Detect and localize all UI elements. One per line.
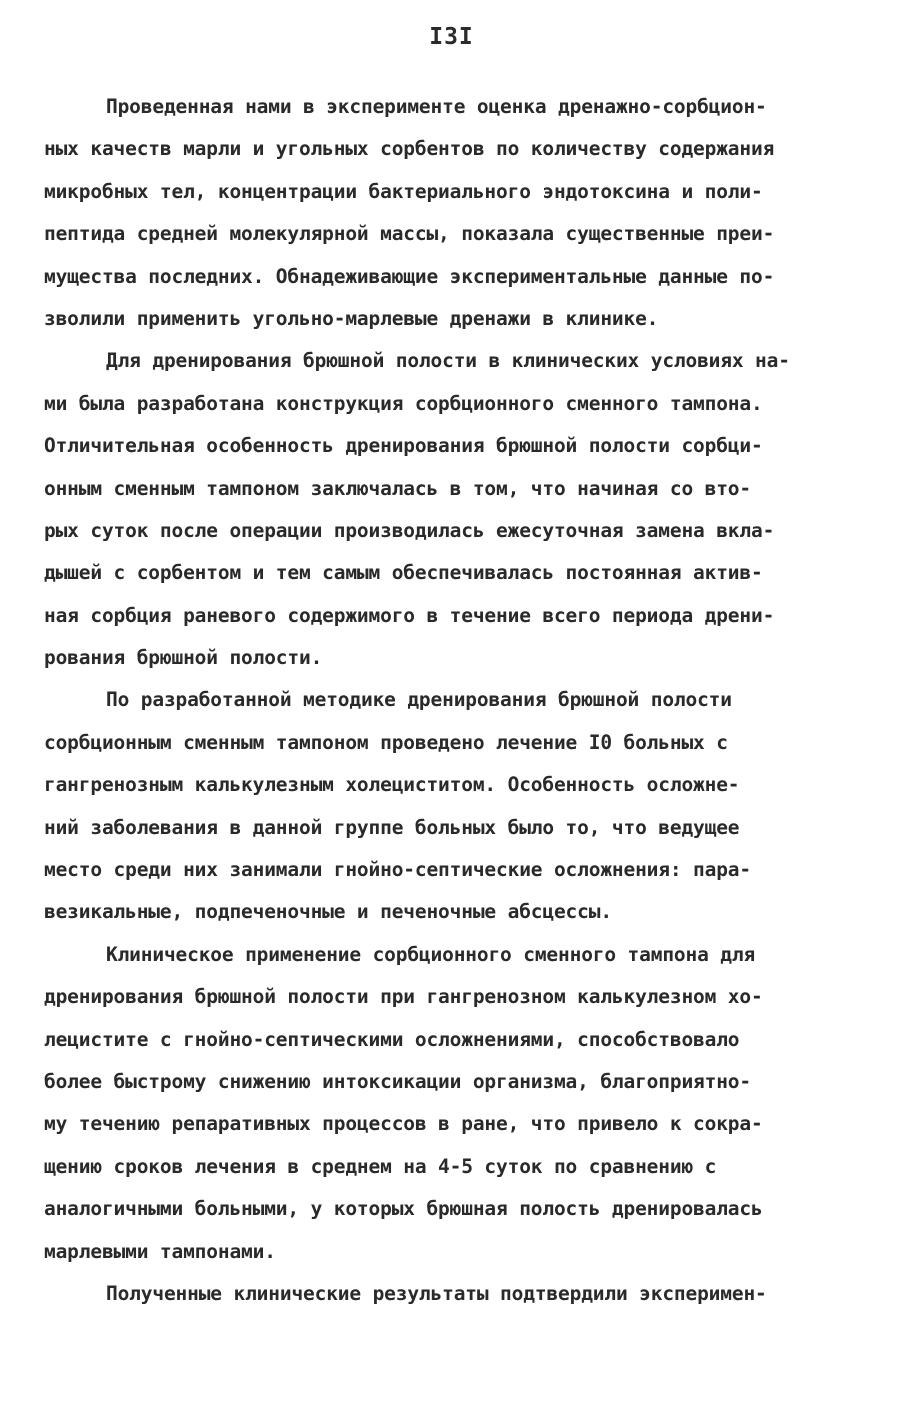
text-line: дышей с сорбентом и тем самым обеспечивалась постоянная актив- [44,561,763,585]
text-line: ная сорбция раневого содержимого в течение всего периода дрени- [44,603,775,627]
text-line: онным сменным тампоном заключалась в том, что начиная со вто- [44,476,751,500]
text-line: лецистите с гнойно-септическими осложнениями, способствовало [44,1027,740,1051]
text-line: марлевыми тампонами. [44,1239,276,1263]
text-line: ний заболевания в данной группе больных было то, что ведущее [44,815,740,839]
text-line: дренирования брюшной полости при гангренозном калькулезном хо- [44,985,763,1009]
page-number: I3I [429,24,474,50]
text-line: ми была разработана конструкция сорбционного сменного тампона. [44,391,763,415]
text-line: Для дренирования брюшной полости в клинических условиях на- [106,349,790,373]
text-line: пептида средней молекулярной массы, показала существенные преи- [44,222,775,246]
text-line: ных качеств марли и угольных сорбентов по количеству содержания [44,137,775,161]
text-line: зволили применить угольно-марлевые дренажи в клинике. [44,306,659,330]
text-line: микробных тел, концентрации бактериального эндотоксина и поли- [44,179,763,203]
text-line: более быстрому снижению интоксикации организма, благоприятно- [44,1069,751,1093]
text-line: везикальные, подпеченочные и печеночные абсцессы. [44,900,612,924]
body-text [44,86,874,1315]
text-line: мущества последних. Обнадеживающие экспериментальные данные по- [44,264,775,288]
text-line: Полученные клинические результаты подтвердили эксперимен- [106,1281,767,1305]
text-line: рования брюшной полости. [44,646,323,670]
text-line: щению сроков лечения в среднем на 4-5 суток по сравнению с [44,1154,717,1178]
text-line: Отличительная особенность дренирования брюшной полости сорбци- [44,434,763,458]
text-line: сорбционным сменным тампоном проведено лечение I0 больных с [44,730,728,754]
text-line: место среди них занимали гнойно-септические осложнения: пара- [44,858,751,882]
text-line: рых суток после операции производилась ежесуточная замена вкла- [44,518,775,542]
text-line: По разработанной методике дренирования брюшной полости [106,688,732,712]
text-line: гангренозным калькулезным холециститом. Особенность осложне- [44,773,740,797]
text-line: аналогичными больными, у которых брюшная полость дренировалась [44,1197,763,1221]
text-line: Проведенная нами в эксперименте оценка дренажно-сорбцион- [106,95,767,118]
text-line: му течению репаративных процессов в ране, что привело к сокра- [44,1112,763,1136]
text-line: Клиническое применение сорбционного сменного тампона для [106,942,756,966]
